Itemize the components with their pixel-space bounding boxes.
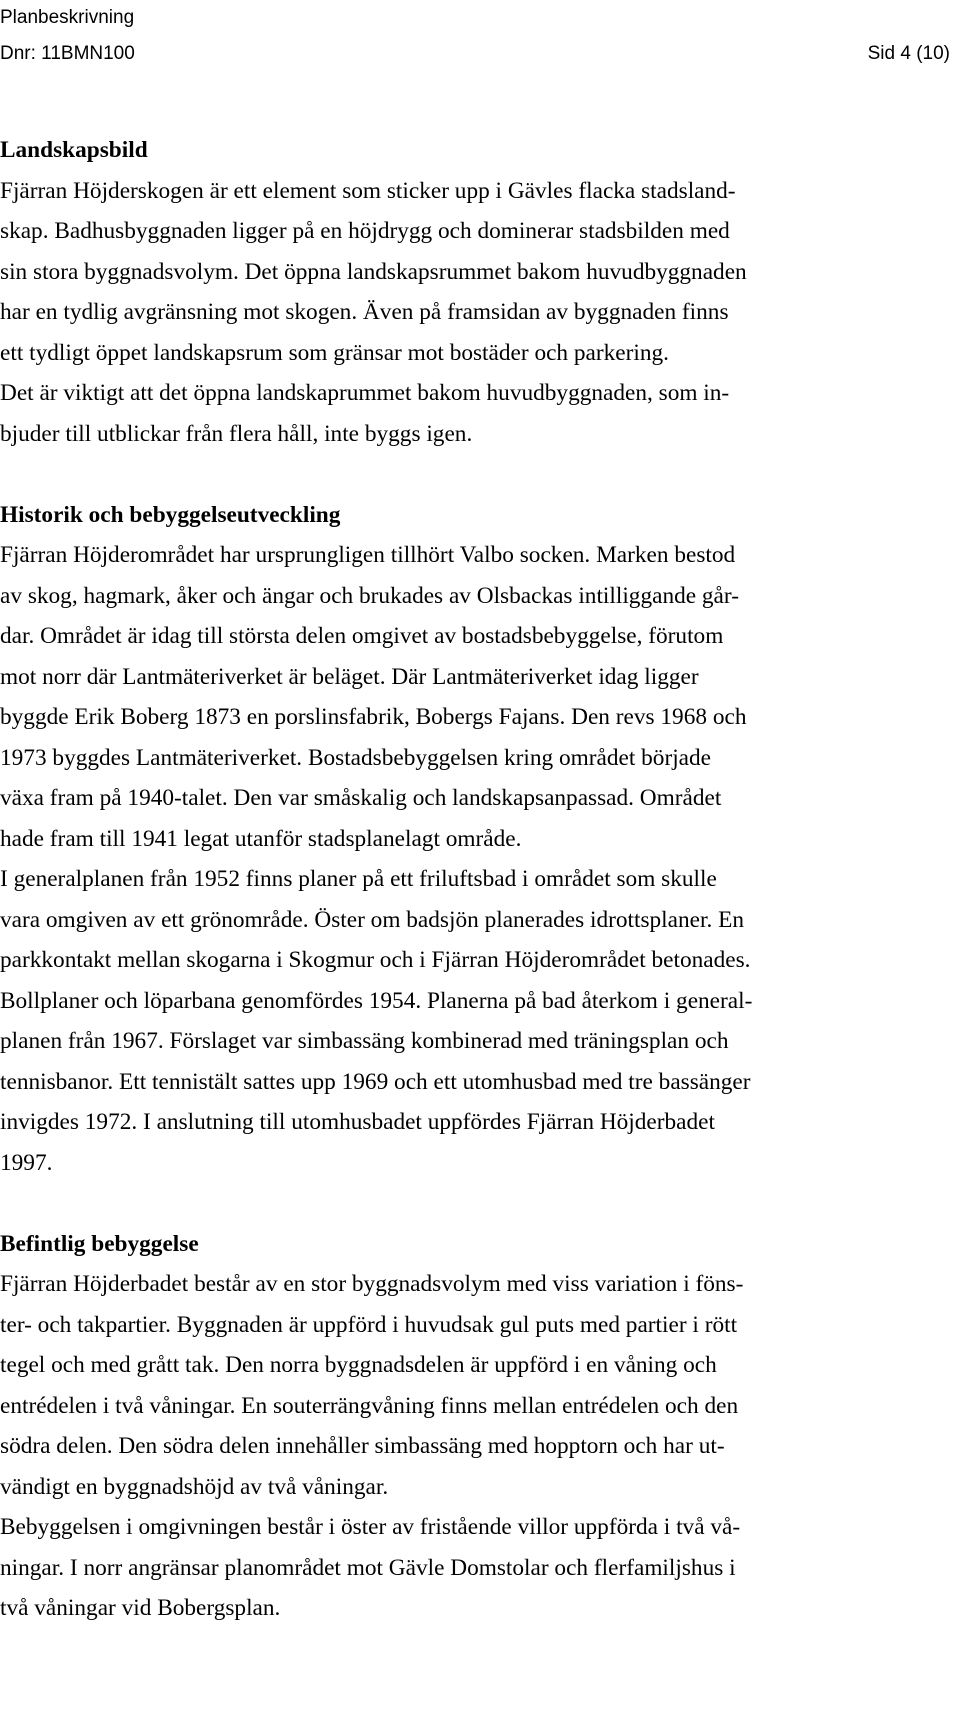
paragraph: Fjärran Höjderområdet har ursprungligen tillhört Valbo socken. Marken bestod av skog, hagmark, åker och ängar och brukades av Olsbackas intilliggande går- dar. Området är idag till största delen omgivet av bostadsbebyggelse, förutom mot norr där Lantmäteriverket är beläget. Där Lantmäteriverket idag ligger byggde Erik Boberg 1873 en porslinsfabrik, Bobergs Fajans. Den revs 1968 och 1973 byggdes Lantmäteriverket. Bostadsbebyggelsen kring området började växa fram på 1940-talet. Den var småskalig och landskapsanpassad. Området hade fram till 1941 legat utanför stadsplanelagt område. xyxy=(0,542,747,852)
section-landskapsbild xyxy=(0,130,950,454)
document-number: Dnr: 11BMN100 xyxy=(0,43,135,64)
page-header xyxy=(0,0,950,72)
page-number: Sid 4 (10) xyxy=(867,43,950,64)
section-heading: Landskapsbild xyxy=(0,137,148,163)
paragraph: Fjärran Höjderbadet består av en stor byggnadsvolym med viss variation i föns- ter- och takpartier. Byggnaden är uppförd i huvudsak gul puts med partier i rött tegel och med grått tak. Den norra byggnadsdelen är uppförd i en våning och entrédelen i två våningar. En souterrängvåning finns mellan entrédelen och den södra delen. Den södra delen innehåller simbassäng med hopptorn och har ut- vändigt en byggnadshöjd av två våningar. xyxy=(0,1271,744,1500)
document-body xyxy=(0,130,950,1629)
paragraph: Fjärran Höjderskogen är ett element som sticker upp i Gävles flacka stadsland- skap. Badhusbyggnaden ligger på en höjdrygg och dominerar stadsbilden med sin stora byggnadsvolym. Det öppna landskapsrummet bakom huvudbyggnaden har en tydlig avgränsning mot skogen. Även på framsidan av byggnaden finns ett tydligt öppet landskapsrum som gränsar mot bostäder och parkering. xyxy=(0,177,747,366)
section-befintlig-bebyggelse xyxy=(0,1224,950,1629)
section-historik xyxy=(0,495,950,1184)
paragraph: Bebyggelsen i omgivningen består i öster av fristående villor uppförda i två vå- ningar. I norr angränsar planområdet mot Gävle Domstolar och flerfamiljshus i två våningar vid Bobergsplan. xyxy=(0,1514,741,1621)
paragraph: Det är viktigt att det öppna landskaprummet bakom huvudbyggnaden, som in- bjuder till utblickar från flera håll, inte byggs igen. xyxy=(0,380,730,447)
section-heading: Historik och bebyggelseutveckling xyxy=(0,501,341,528)
paragraph: I generalplanen från 1952 finns planer på ett friluftsbad i området som skulle vara omgiven av ett grönområde. Öster om badsjön planerades idrottsplaner. En parkkontakt mellan skogarna i Skogmur och i Fjärran Höjderområdet betonades. Bollplaner och löparbana genomfördes 1954. Planerna på bad återkom i general- planen från 1967. Förslaget var simbassäng kombinerad med träningsplan och tennisbanor. Ett tennistält sattes upp 1969 och ett utomhusbad med tre bassänger invigdes 1972. I anslutning till utomhusbadet uppfördes Fjärran Höjderbadet 1997. xyxy=(0,866,753,1176)
document-type: Planbeskrivning xyxy=(0,7,135,28)
section-heading: Befintlig bebyggelse xyxy=(0,1230,199,1257)
